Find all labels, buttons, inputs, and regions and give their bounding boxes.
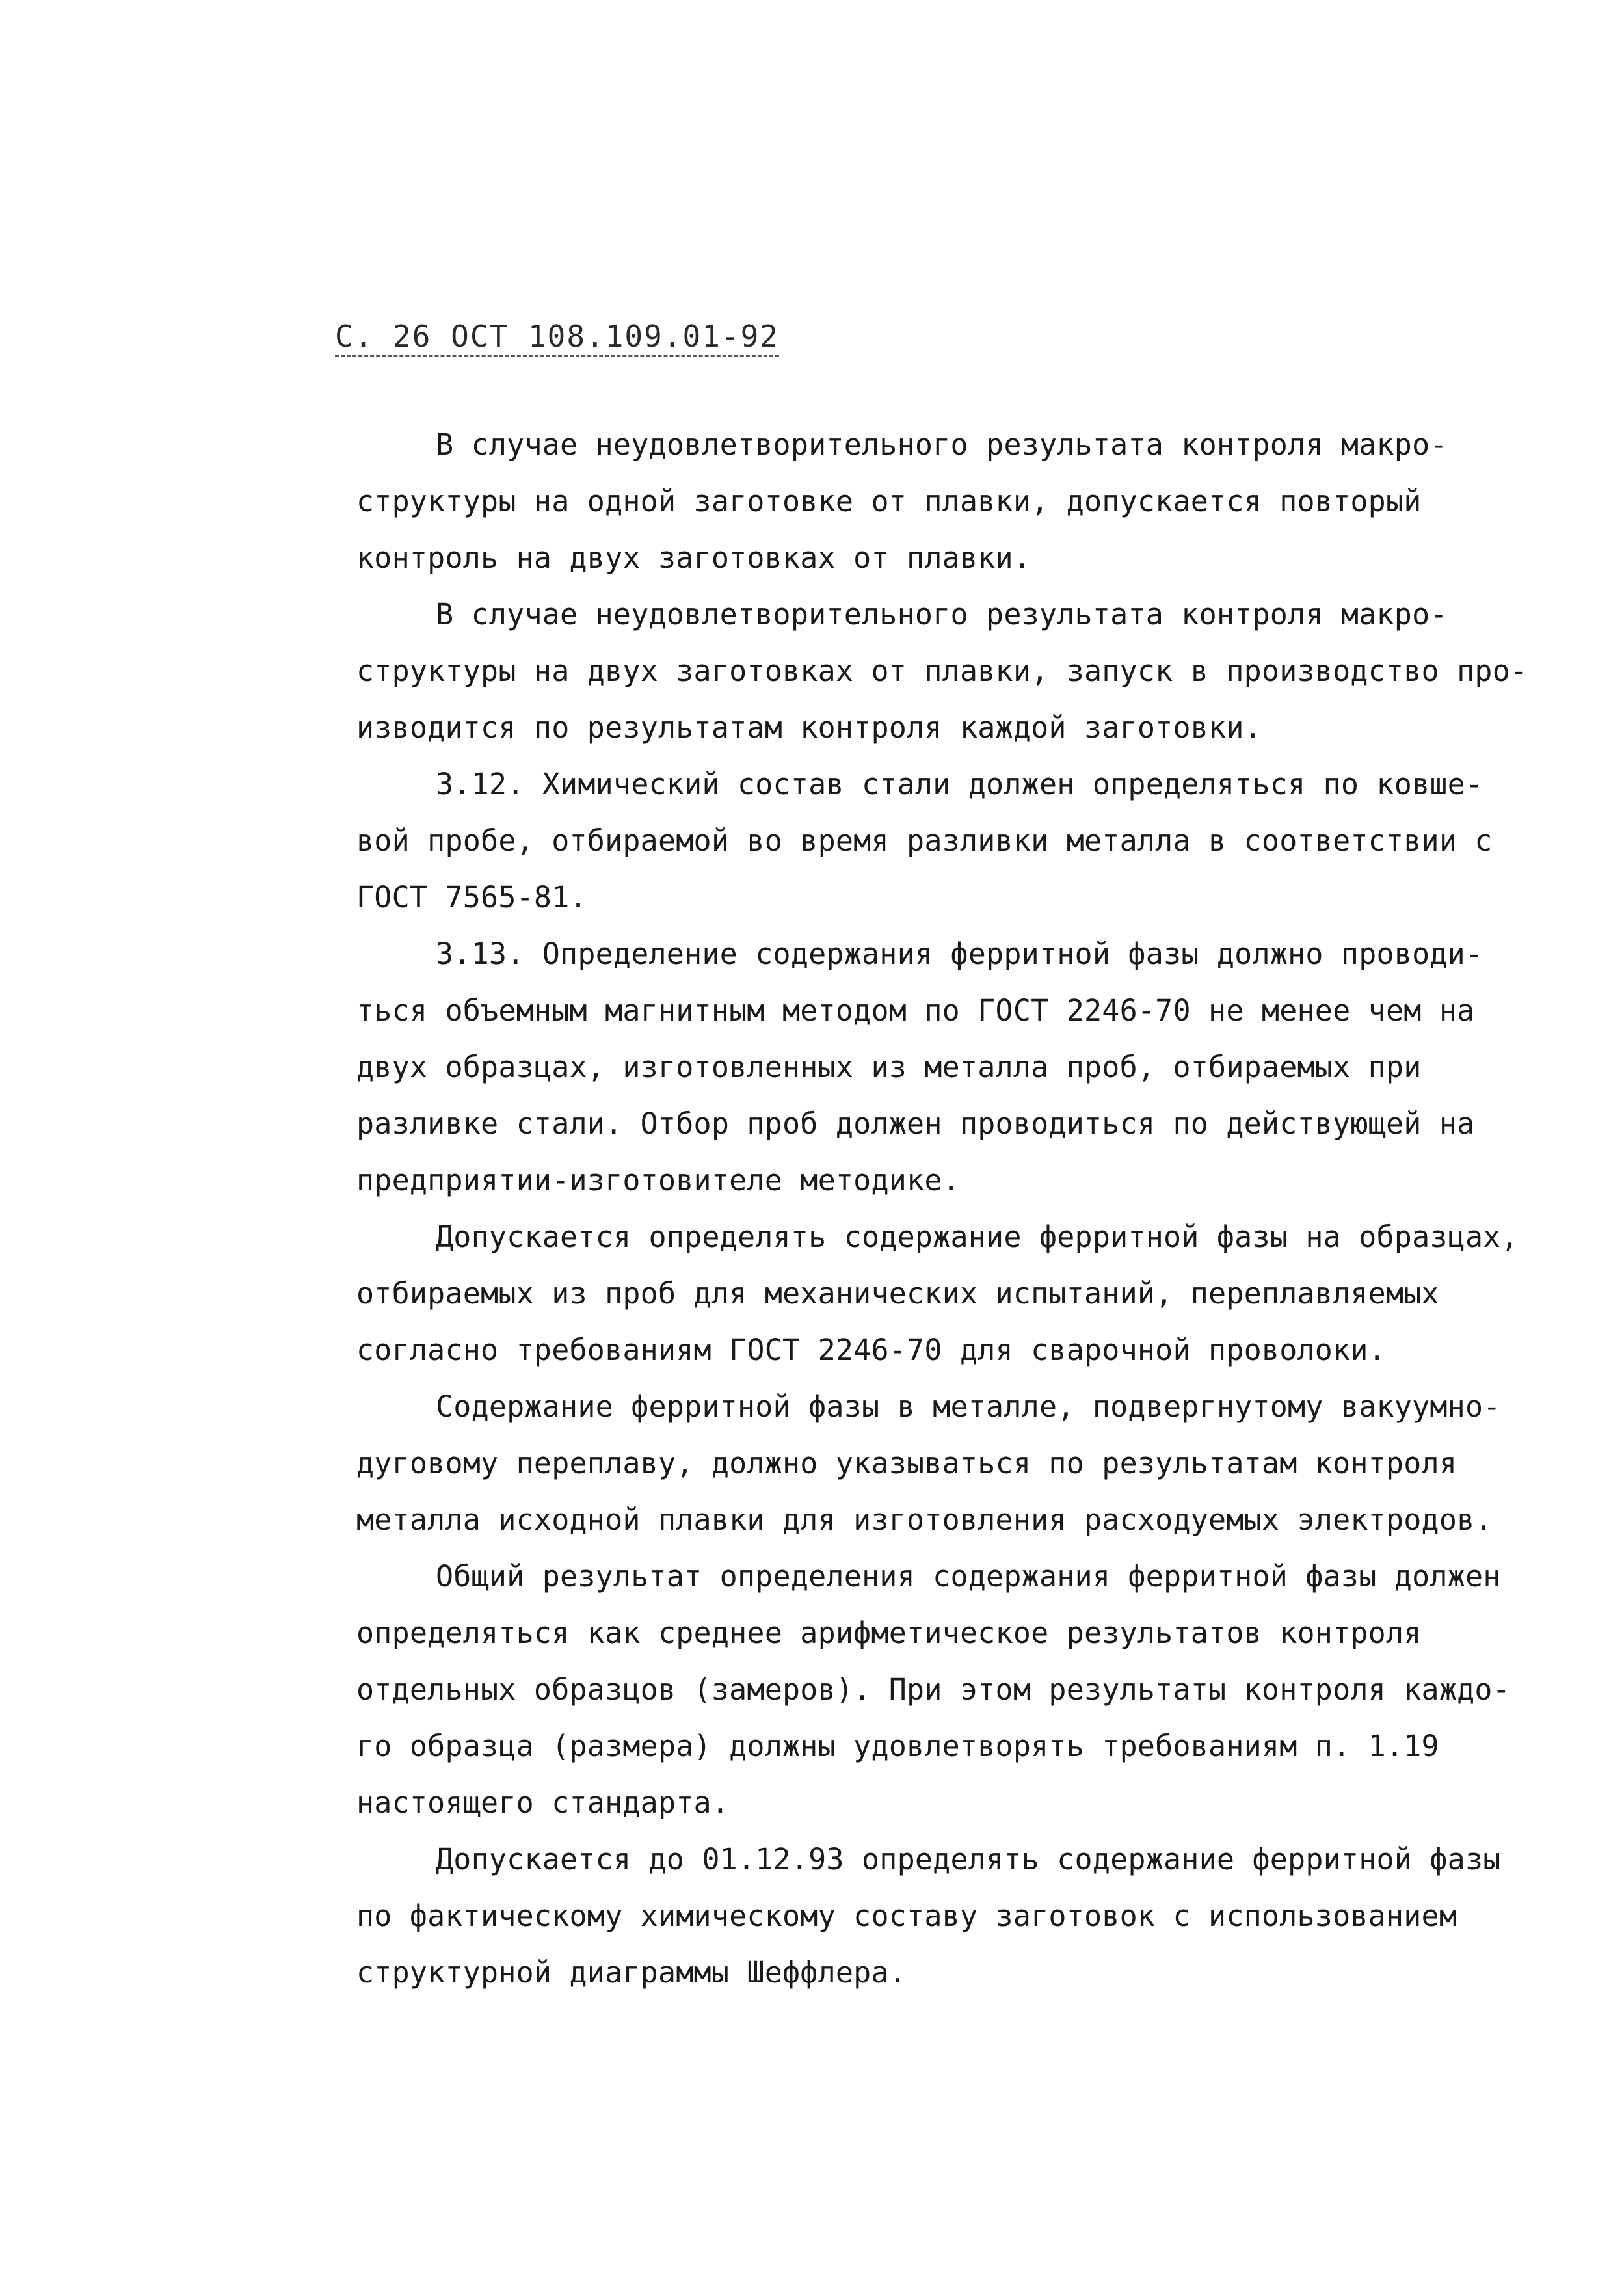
text-line: структуры на двух заготовках от плавки, запуск в производство про- — [356, 654, 1528, 688]
text-line: вой пробе, отбираемой во время разливки металла в соответствии с — [356, 823, 1493, 858]
text-line: Допускается до 01.12.93 определять содержание ферритной фазы — [436, 1842, 1501, 1876]
text-line: согласно требованиям ГОСТ 2246-70 для сварочной проволоки. — [356, 1333, 1386, 1367]
page-header: С. 26 ОСТ 108.109.01-92 — [335, 319, 779, 357]
text-line: Общий результат определения содержания ферритной фазы должен — [436, 1559, 1501, 1594]
text-line: отдельных образцов (замеров). При этом результаты контроля каждо- — [356, 1672, 1510, 1707]
body-text — [356, 416, 1528, 2001]
text-line: дуговому переплаву, должно указываться по результатам контроля — [356, 1446, 1457, 1480]
text-line: настоящего стандарта. — [356, 1785, 730, 1820]
text-line: В случае неудовлетворительного результата контроля макро- — [436, 597, 1448, 632]
text-line: В случае неудовлетворительного результата контроля макро- — [436, 427, 1448, 462]
text-line: 3.12. Химический состав стали должен определяться по ковше- — [436, 767, 1483, 801]
text-line: отбираемых из проб для механических испытаний, переплавляемых — [356, 1276, 1439, 1311]
text-line: изводится по результатам контроля каждой заготовки. — [356, 710, 1262, 745]
text-line: 3.13. Определение содержания ферритной фазы должно проводи- — [436, 937, 1483, 971]
text-line: металла исходной плавки для изготовления расходуемых электродов. — [356, 1502, 1493, 1537]
text-line: Допускается определять содержание ферритной фазы на образцах, — [436, 1220, 1519, 1254]
text-line: по фактическому химическому составу заготовок с использованием — [356, 1899, 1457, 1933]
text-line: контроль на двух заготовках от плавки. — [356, 541, 1031, 575]
text-line: определяться как среднее арифметическое результатов контроля — [356, 1616, 1422, 1650]
text-line: ться объемным магнитным методом по ГОСТ 2246-70 не менее чем на — [356, 993, 1475, 1028]
text-line: структуры на одной заготовке от плавки, допускается повторый — [356, 484, 1422, 518]
text-line: предприятии-изготовителе методике. — [356, 1163, 960, 1197]
text-line: двух образцах, изготовленных из металла проб, отбираемых при — [356, 1050, 1422, 1084]
text-line: го образца (размера) должны удовлетворять требованиям п. 1.19 — [356, 1729, 1439, 1763]
text-line: ГОСТ 7565-81. — [356, 880, 587, 914]
text-line: разливке стали. Отбор проб должен проводиться по действующей на — [356, 1106, 1475, 1141]
text-line: структурной диаграммы Шеффлера. — [356, 1955, 907, 1990]
text-line: Содержание ферритной фазы в металле, подвергнутому вакуумно- — [436, 1389, 1501, 1424]
